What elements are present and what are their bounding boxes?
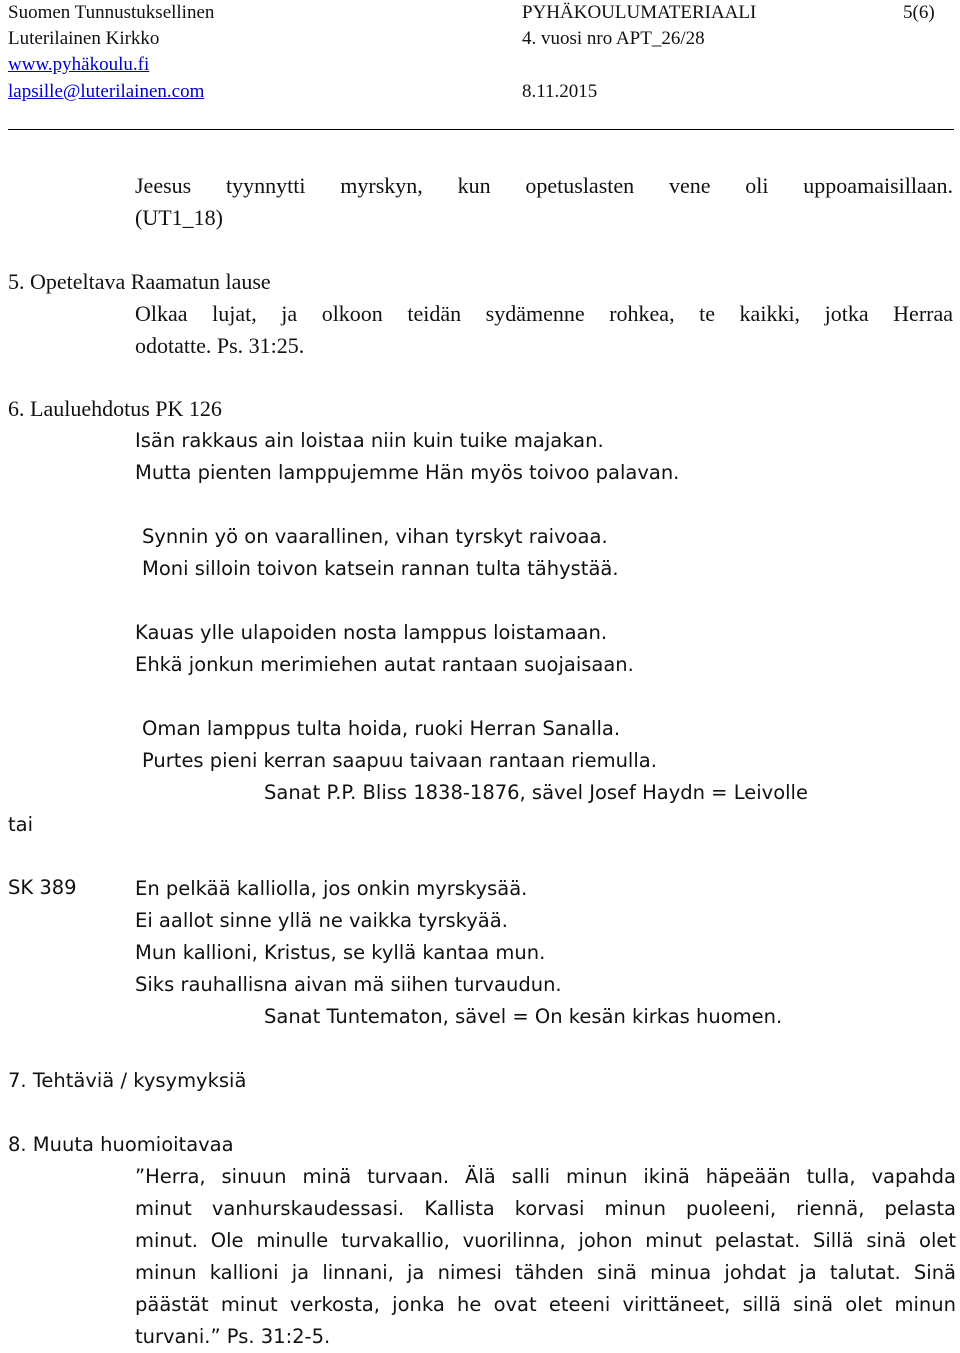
verse-line: Ei aallot sinne yllä ne vaikka tyrskyää. bbox=[135, 909, 508, 932]
quote-line: minut vanhurskaudessasi. Kallista korvasi minun puoleeni, riennä, pelasta bbox=[135, 1197, 956, 1220]
verse-line: Oman lamppus tulta hoida, ruoki Herran Sanalla. bbox=[142, 717, 621, 740]
verse-line: Kauas ylle ulapoiden nosta lamppus loistamaan. bbox=[135, 621, 608, 644]
section-7-heading: 7. Tehtäviä / kysymyksiä bbox=[8, 1069, 247, 1092]
section-5-heading: 5. Opeteltava Raamatun lause bbox=[8, 269, 271, 294]
email-link[interactable]: lapsille@luterilainen.com bbox=[8, 81, 205, 102]
website-link[interactable]: www.pyhäkoulu.fi bbox=[8, 54, 150, 75]
verse-line: Purtes pieni kerran saapuu taivaan rantaan riemulla. bbox=[142, 749, 657, 772]
alt-song-credit: Sanat Tuntematon, sävel = On kesän kirkas huomen. bbox=[264, 1005, 783, 1028]
header-divider bbox=[8, 129, 954, 130]
section-8-heading: 8. Muuta huomioitavaa bbox=[8, 1133, 234, 1156]
quote-line: päästät minut verkosta, jonka he ovat eteeni virittäneet, sillä sinä olet minun bbox=[135, 1293, 956, 1316]
page-number: 5(6) bbox=[903, 2, 935, 23]
verse-line: Mun kallioni, Kristus, se kyllä kantaa mun. bbox=[135, 941, 546, 964]
quote-line: minut. Ole minulle turvakallio, vuorilinna, johon minut pelastat. Sillä sinä olet bbox=[135, 1229, 956, 1252]
org-name-line2: Luterilainen Kirkko bbox=[8, 28, 160, 49]
summary-line-2: (UT1_18) bbox=[135, 205, 223, 230]
document-date: 8.11.2015 bbox=[522, 81, 598, 102]
quote-line: minun kallioni ja linnani, ja nimesi tähden sinä minua johdat ja talutat. Sinä bbox=[135, 1261, 956, 1284]
quote-line: ”Herra, sinuun minä turvaan. Älä salli minun ikinä häpeään tulla, vapahda bbox=[135, 1165, 956, 1188]
summary-line-1: Jeesus tyynnytti myrskyn, kun opetuslasten vene oli uppoamaisillaan. bbox=[135, 173, 953, 198]
alternative-label: tai bbox=[8, 813, 34, 836]
verse-line: Ehkä jonkun merimiehen autat rantaan suojaisaan. bbox=[135, 653, 634, 676]
verse-line: Mutta pienten lamppujemme Hän myös toivoo palavan. bbox=[135, 461, 680, 484]
verse-line: En pelkää kalliolla, jos onkin myrskysää. bbox=[135, 877, 528, 900]
verse-line: Moni silloin toivon katsein rannan tulta tähystää. bbox=[142, 557, 619, 580]
bible-verse-line-2: odotatte. Ps. 31:25. bbox=[135, 333, 305, 358]
verse-line: Isän rakkaus ain loistaa niin kuin tuike majakan. bbox=[135, 429, 604, 452]
quote-line-last: turvani.” Ps. 31:2-5. bbox=[135, 1325, 331, 1348]
material-title: PYHÄKOULUMATERIAALI bbox=[522, 2, 757, 23]
org-name-line1: Suomen Tunnustuksellinen bbox=[8, 2, 215, 23]
bible-verse-line-1: Olkaa lujat, ja olkoon teidän sydämenne rohkea, te kaikki, jotka Herraa bbox=[135, 301, 953, 326]
material-code: 4. vuosi nro APT_26/28 bbox=[522, 28, 705, 49]
verse-line: Siks rauhallisna aivan mä siihen turvaudun. bbox=[135, 973, 562, 996]
alt-song-number: SK 389 bbox=[8, 876, 77, 899]
song-credit: Sanat P.P. Bliss 1838-1876, sävel Josef Haydn = Leivolle bbox=[264, 781, 808, 804]
section-6-heading: 6. Lauluehdotus PK 126 bbox=[8, 396, 222, 421]
verse-line: Synnin yö on vaarallinen, vihan tyrskyt raivoaa. bbox=[142, 525, 608, 548]
